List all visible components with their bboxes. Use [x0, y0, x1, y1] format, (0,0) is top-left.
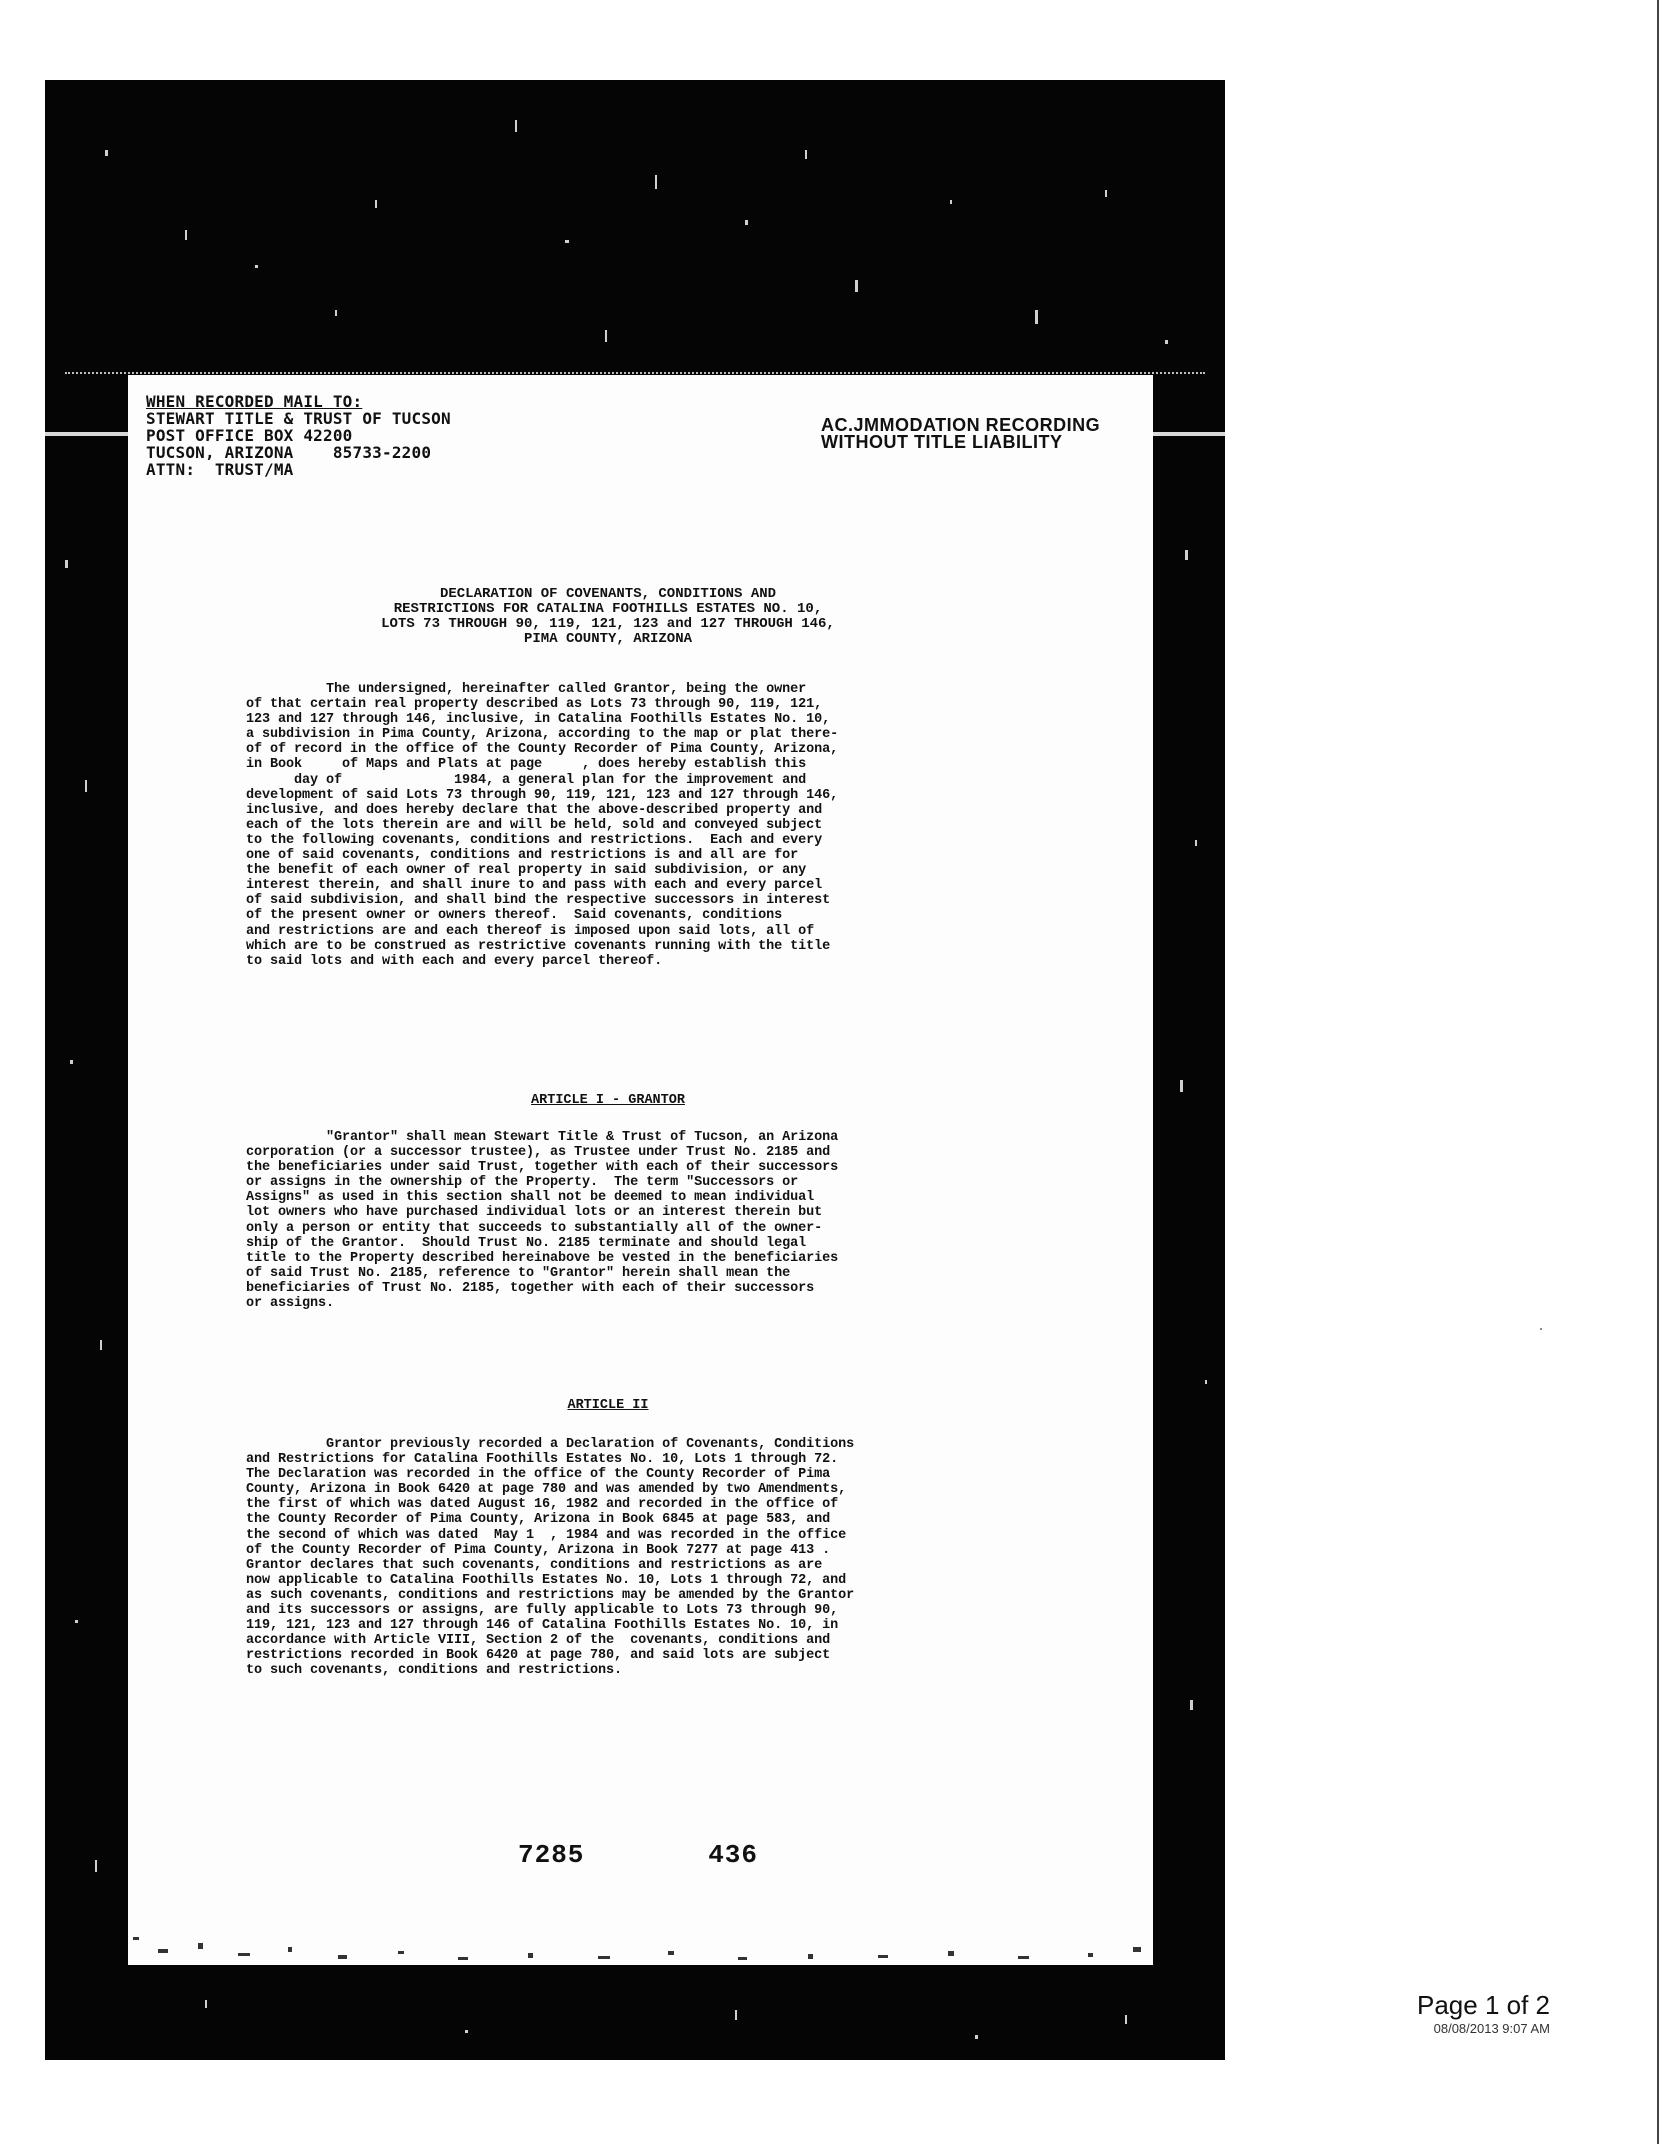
text-line: the benefit of each owner of real property in said subdivision, or any	[246, 863, 807, 879]
text-line: of the County Recorder of Pima County, Arizona in Book 7277 at page 413 .	[246, 1542, 831, 1558]
text-line: now applicable to Catalina Foothills Estates No. 10, Lots 1 through 72, and	[246, 1572, 847, 1588]
intro-paragraph	[246, 682, 838, 969]
text-line: as such covenants, conditions and restrictions may be amended by the Grantor	[246, 1587, 855, 1603]
text-line: of of record in the office of the County Recorder of Pima County, Arizona,	[246, 742, 839, 758]
text-line: the County Recorder of Pima County, Arizona in Book 6845 at page 583, and	[246, 1512, 831, 1528]
title-line: LOTS 73 THROUGH 90, 119, 121, 123 and 127 THROUGH 146,	[381, 616, 835, 632]
text-line: in Book of Maps and Plats at page , does hereby establish this	[246, 757, 807, 773]
text-line: Grantor declares that such covenants, conditions and restrictions as are	[246, 1557, 823, 1573]
text-line: of said Trust No. 2185, reference to "Grantor" herein shall mean the	[246, 1265, 791, 1281]
text-line: to said lots and with each and every parcel thereof.	[246, 953, 663, 969]
title-line: PIMA COUNTY, ARIZONA	[523, 631, 693, 647]
margin-speck	[1540, 1328, 1542, 1330]
text-line: The Declaration was recorded in the office of the County Recorder of Pima	[246, 1467, 831, 1483]
document-title	[258, 587, 958, 647]
text-line: or assigns.	[246, 1296, 335, 1312]
return-address-block	[146, 393, 451, 478]
text-line: accordance with Article VIII, Section 2 of the covenants, conditions and	[246, 1633, 831, 1649]
text-line: the second of which was dated May 1 , 1984 and was recorded in the office	[246, 1527, 847, 1543]
right-edge-rule	[1657, 0, 1659, 2144]
address-line: WHEN RECORDED MAIL TO:	[146, 392, 363, 411]
page-footer	[1350, 1990, 1550, 2038]
page-number: 436	[708, 1840, 758, 1870]
text-line: County, Arizona in Book 6420 at page 780 and was amended by two Amendments,	[246, 1482, 847, 1498]
scanned-page	[45, 80, 1225, 2060]
text-line: development of said Lots 73 through 90, 119, 121, 123 and 127 through 146,	[246, 787, 839, 803]
text-line: only a person or entity that succeeds to substantially all of the owner-	[246, 1220, 823, 1236]
text-line: restrictions recorded in Book 6420 at page 780, and said lots are subject	[246, 1648, 831, 1664]
scan-band-dots	[65, 372, 1205, 374]
recording-stamp	[821, 417, 1100, 451]
stamp-line: WITHOUT TITLE LIABILITY	[821, 432, 1063, 452]
text-line: Assigns" as used in this section shall not be deemed to mean individual	[246, 1190, 815, 1206]
address-line: TUCSON, ARIZONA 85733-2200	[146, 443, 432, 462]
stamp-line: AC.JMMODATION RECORDING	[821, 415, 1101, 435]
text-line: to such covenants, conditions and restrictions.	[246, 1663, 623, 1679]
address-line: ATTN: TRUST/MA	[146, 460, 294, 479]
book-number: 7285	[518, 1840, 585, 1870]
text-line: and restrictions are and each thereof is imposed upon said lots, all of	[246, 923, 815, 939]
text-line: and Restrictions for Catalina Foothills Estates No. 10, Lots 1 through 72.	[246, 1452, 839, 1468]
text-line: beneficiaries of Trust No. 2185, together with each of their successors	[246, 1280, 815, 1296]
text-line: The undersigned, hereinafter called Grantor, being the owner	[246, 682, 807, 697]
text-line: 119, 121, 123 and 127 through 146 of Catalina Foothills Estates No. 10, in	[246, 1618, 839, 1634]
title-line: RESTRICTIONS FOR CATALINA FOOTHILLS ESTATES NO. 10,	[393, 601, 823, 617]
text-line: of that certain real property described as Lots 73 through 90, 119, 121,	[246, 697, 823, 713]
print-timestamp: 08/08/2013 9:07 AM	[1433, 2021, 1550, 2036]
address-line: STEWART TITLE & TRUST OF TUCSON	[146, 409, 451, 428]
book-and-page	[518, 1842, 758, 1868]
text-line: each of the lots therein are and will be held, sold and conveyed subject	[246, 817, 823, 833]
text-line: of said subdivision, and shall bind the respective successors in interest	[246, 893, 831, 909]
text-line: to the following covenants, conditions and restrictions. Each and every	[246, 832, 823, 848]
text-line: of the present owner or owners thereof. Said covenants, conditions	[246, 908, 783, 924]
text-line: or assigns in the ownership of the Property. The term "Successors or	[246, 1175, 799, 1191]
text-line: inclusive, and does hereby declare that the above-described property and	[246, 802, 823, 818]
address-line: POST OFFICE BOX 42200	[146, 426, 353, 445]
text-line: title to the Property described hereinabove be vested in the beneficiaries	[246, 1250, 839, 1266]
text-line: a subdivision in Pima County, Arizona, according to the map or plat there-	[246, 727, 839, 743]
article-2-heading: ARTICLE II	[567, 1398, 649, 1413]
text-line: and its successors or assigns, are fully applicable to Lots 73 through 90,	[246, 1603, 839, 1619]
text-line: corporation (or a successor trustee), as Trustee under Trust No. 2185 and	[246, 1145, 831, 1161]
text-line: ship of the Grantor. Should Trust No. 2185 terminate and should legal	[246, 1235, 807, 1251]
text-line: day of 1984, a general plan for the improvement and	[246, 772, 807, 788]
title-line: DECLARATION OF COVENANTS, CONDITIONS AND	[439, 586, 777, 602]
text-line: 123 and 127 through 146, inclusive, in Catalina Foothills Estates No. 10,	[246, 712, 831, 728]
text-line: Grantor previously recorded a Declaration of Covenants, Conditions	[246, 1437, 855, 1452]
text-line: "Grantor" shall mean Stewart Title & Trust of Tucson, an Arizona	[246, 1130, 839, 1145]
scan-edge-noise	[128, 1885, 1153, 1965]
text-line: which are to be construed as restrictive covenants running with the title	[246, 938, 831, 954]
text-line: the first of which was dated August 16, 1982 and recorded in the office of	[246, 1497, 839, 1513]
text-line: interest therein, and shall inure to and pass with each and every parcel	[246, 878, 823, 894]
document-sheet	[128, 375, 1153, 1965]
text-line: the beneficiaries under said Trust, together with each of their successors	[246, 1160, 839, 1176]
article-1-paragraph	[246, 1130, 838, 1311]
page-label: Page 1 of 2	[1417, 1990, 1550, 2020]
article-2-paragraph	[246, 1437, 854, 1679]
text-line: lot owners who have purchased individual lots or an interest therein but	[246, 1205, 823, 1221]
text-line: one of said covenants, conditions and restrictions is and all are for	[246, 848, 799, 864]
article-1-heading: ARTICLE I - GRANTOR	[531, 1093, 685, 1108]
